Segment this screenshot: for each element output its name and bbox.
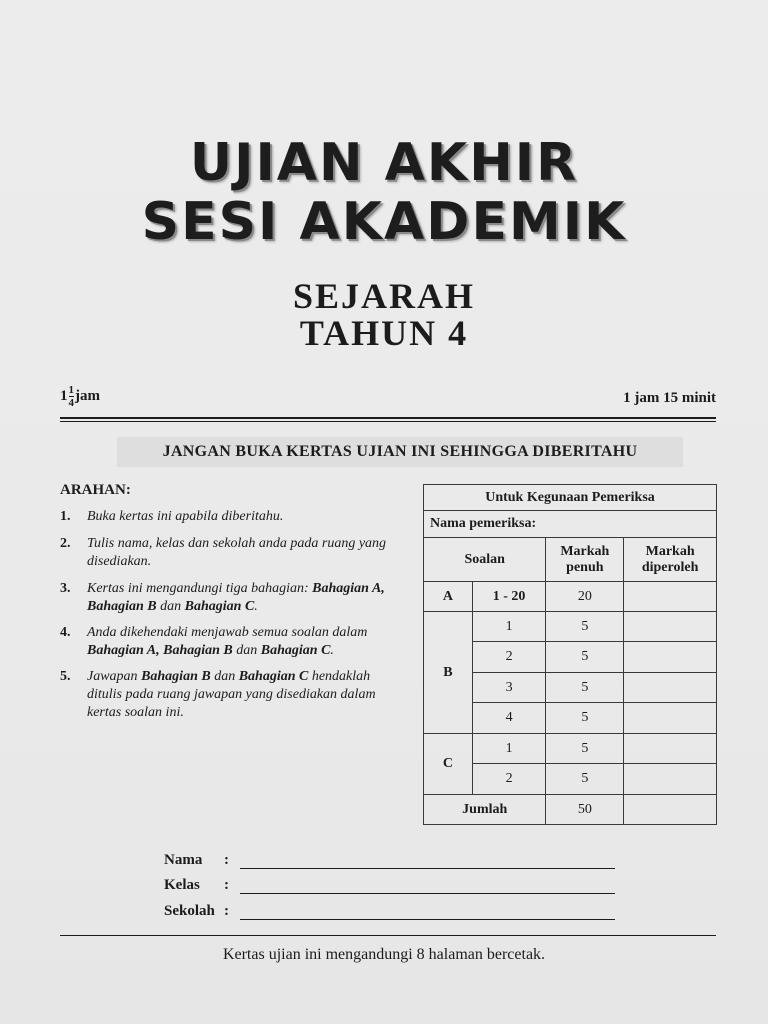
instruction-item (60, 624, 400, 660)
section-a-obtained (624, 582, 717, 612)
instruction-number: 1. (60, 509, 71, 524)
class-label: Kelas (164, 877, 200, 893)
question-obtained-mark (624, 734, 717, 764)
divider (60, 417, 716, 419)
class-input-line[interactable] (240, 893, 615, 894)
bold-run: Bahagian C (260, 643, 331, 658)
instruction-text: Tulis nama, kelas dan sekolah anda pada ruang yang disediakan. (87, 536, 387, 569)
total-full-marks: 50 (546, 795, 624, 825)
name-label: Nama (164, 852, 203, 868)
section-a-full: 20 (546, 582, 624, 612)
question-full-mark: 5 (546, 642, 624, 673)
question-obtained-mark (624, 673, 717, 703)
instruction-text (87, 580, 400, 616)
colon: : (224, 903, 229, 919)
instruction-item (60, 508, 400, 526)
instruction-number: 5. (60, 669, 71, 684)
question-obtained-mark (624, 764, 717, 795)
section-a-range: 1 - 20 (472, 582, 546, 612)
school-input-line[interactable] (240, 919, 615, 920)
header-soalan: Soalan (424, 538, 546, 582)
level-title: TAHUN 4 (299, 313, 469, 353)
class-field-row (164, 877, 236, 894)
question-number: 3 (472, 673, 546, 703)
name-input-line[interactable] (240, 868, 615, 869)
instruction-number: 3. (60, 581, 71, 596)
school-field-row (164, 903, 236, 920)
text-run: . (330, 643, 334, 658)
question-number: 2 (472, 764, 546, 795)
divider (60, 935, 716, 936)
bold-run: Bahagian B (87, 599, 157, 614)
bold-run: , (381, 581, 385, 596)
instruction-item (60, 668, 400, 722)
section-a-label: A (424, 582, 473, 612)
total-label: Jumlah (424, 795, 546, 825)
instruction-number: 4. (60, 625, 71, 640)
warning-banner: JANGAN BUKA KERTAS UJIAN INI SEHINGGA DIBERITAHU (117, 437, 683, 467)
text-run: dan (156, 599, 185, 614)
instruction-text (87, 668, 400, 722)
duration-fraction (60, 384, 100, 409)
bold-run: , (156, 643, 164, 658)
question-obtained-mark (624, 703, 717, 734)
school-label: Sekolah (164, 903, 215, 919)
question-obtained-mark (624, 642, 717, 673)
bold-run: Bahagian C (184, 599, 255, 614)
section-c-label: C (424, 734, 473, 795)
instruction-text (87, 624, 400, 660)
question-number: 1 (472, 612, 546, 642)
question-full-mark: 5 (546, 673, 624, 703)
question-number: 2 (472, 642, 546, 673)
examiner-table (423, 484, 717, 825)
question-full-mark: 5 (546, 734, 624, 764)
text-run: Kertas ini mengandungi tiga bahagian: (87, 581, 313, 596)
subject-title: SEJARAH (292, 276, 476, 316)
bold-run: Bahagian A (312, 581, 382, 596)
instructions-title: ARAHAN: (60, 482, 131, 498)
question-full-mark: 5 (546, 612, 624, 642)
text-run: hendaklah ditulis pada ruang jawapan yang disediakan dalam kertas soalan ini. (87, 669, 376, 720)
total-obtained-marks (624, 795, 717, 825)
section-b-label: B (424, 612, 473, 734)
duration-text: 1 jam 15 minit (623, 390, 716, 406)
footer-note: Kertas ujian ini mengandungi 8 halaman bercetak. (222, 946, 546, 963)
text-run: . (254, 599, 258, 614)
question-obtained-mark (624, 612, 717, 642)
examiner-name-cell: Nama pemeriksa: (424, 511, 717, 538)
bold-run: Bahagian A (87, 643, 157, 658)
duration-frac (69, 384, 75, 409)
text-run: dan (210, 669, 239, 684)
examiner-table-title: Untuk Kegunaan Pemeriksa (424, 485, 717, 511)
text-run: Anda dikehendaki menjawab semua soalan dalam (87, 625, 368, 640)
text-run: dan (232, 643, 261, 658)
frac-denominator: 4 (68, 397, 74, 409)
header-obtained-marks: Markah diperoleh (624, 538, 717, 582)
name-field-row (164, 852, 236, 869)
bold-run: Bahagian B (163, 643, 233, 658)
bold-run: Bahagian B (141, 669, 211, 684)
colon: : (224, 852, 229, 868)
header-full-marks: Markah penuh (546, 538, 624, 582)
frac-numerator: 1 (68, 384, 74, 396)
title-line-2: SESI AKADEMIK (141, 192, 627, 252)
duration-unit: jam (75, 387, 100, 404)
question-full-mark: 5 (546, 764, 624, 795)
question-full-mark: 5 (546, 703, 624, 734)
bold-run: Bahagian C (238, 669, 309, 684)
instruction-text: Buka kertas ini apabila diberitahu. (87, 509, 284, 524)
text-run: Jawapan (87, 669, 142, 684)
title-line-1: UJIAN AKHIR (189, 133, 579, 193)
instruction-item (60, 535, 400, 571)
question-number: 1 (472, 734, 546, 764)
question-number: 4 (472, 703, 546, 734)
colon: : (224, 877, 229, 893)
instruction-item (60, 580, 400, 616)
divider (60, 421, 716, 422)
duration-whole: 1 (60, 387, 68, 404)
instruction-number: 2. (60, 536, 71, 551)
